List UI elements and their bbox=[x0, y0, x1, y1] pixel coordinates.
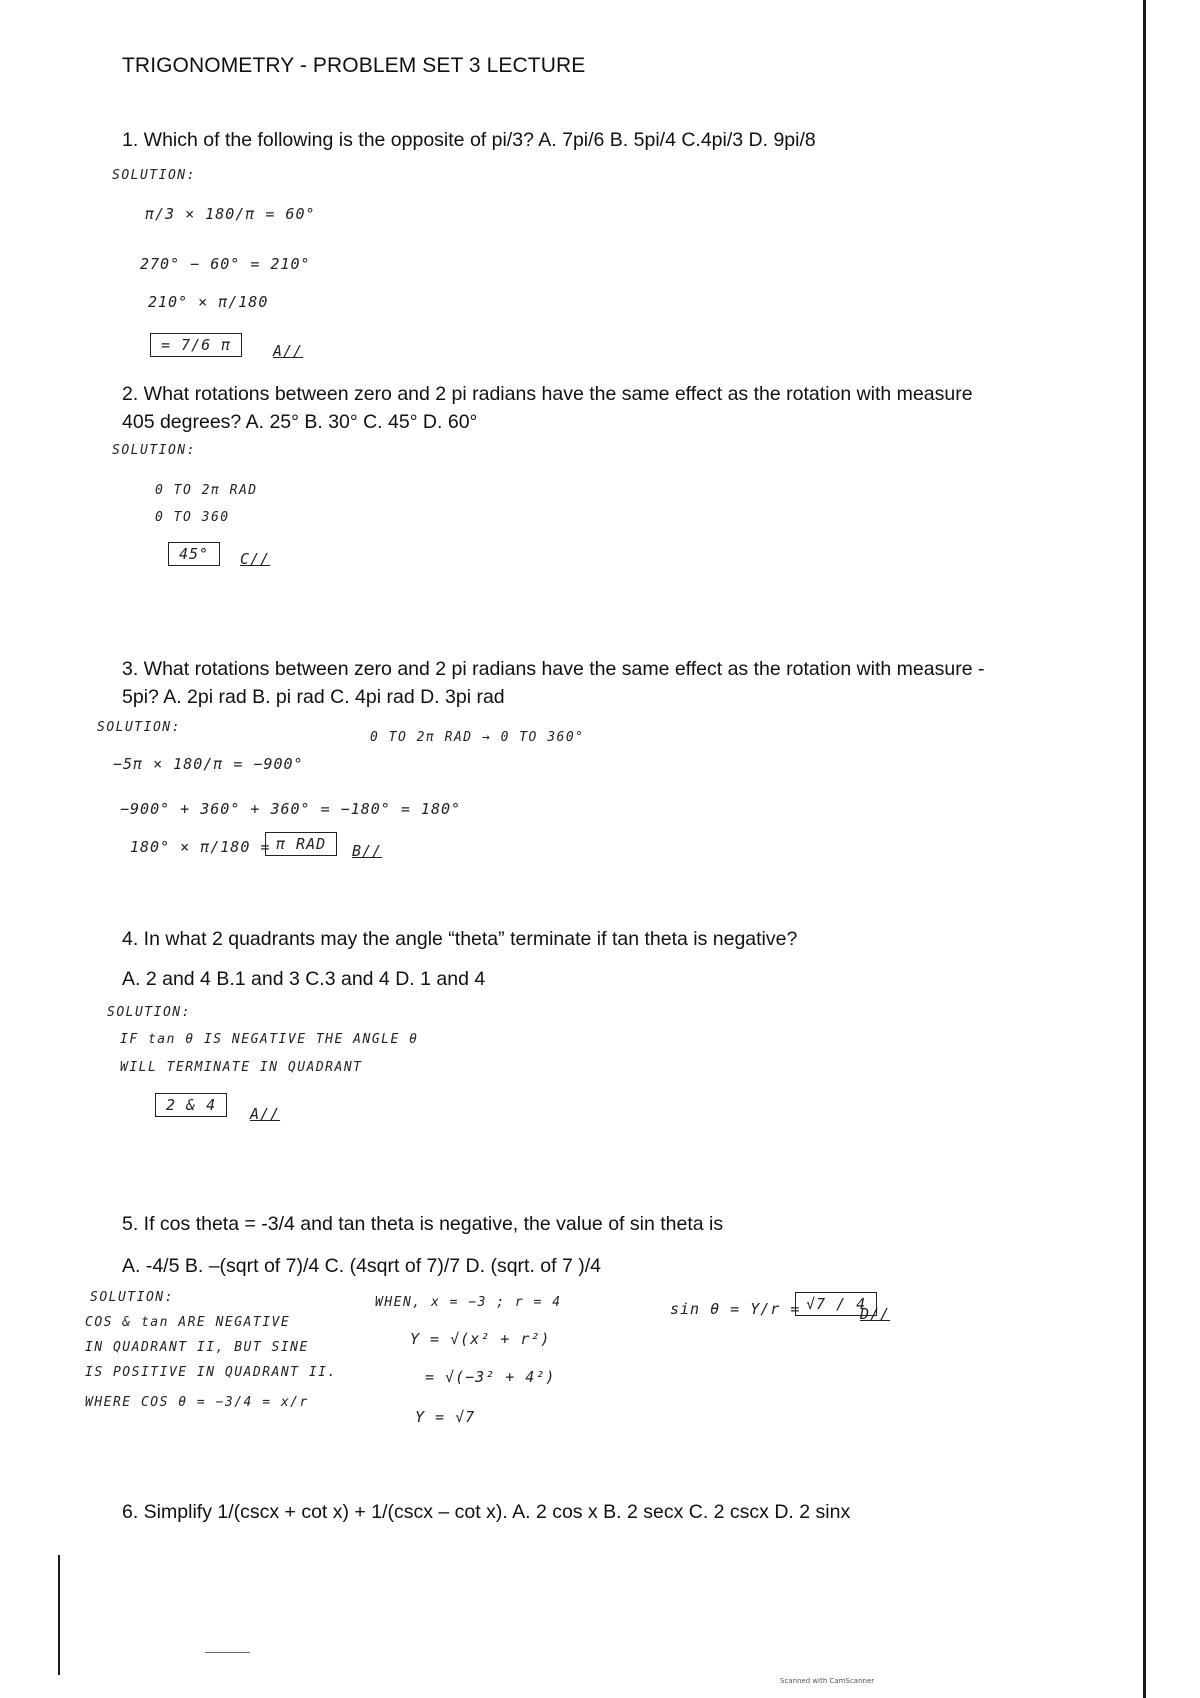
solution-2-result: 45° bbox=[168, 542, 220, 566]
solution-3-result: π RAD bbox=[265, 832, 337, 856]
solution-5-line-1: COS & tan ARE NEGATIVE bbox=[85, 1315, 291, 1330]
solution-5-middle-4: Y = √7 bbox=[415, 1408, 476, 1426]
scan-mark-bottom bbox=[205, 1652, 250, 1653]
solution-5-line-4: WHERE COS θ = −3/4 = x/r bbox=[85, 1395, 309, 1410]
solution-1-answer: A// bbox=[273, 342, 304, 360]
solution-5-result: √7 / 4 bbox=[795, 1292, 877, 1316]
solution-3-line-3: 180° × π/180 = bbox=[130, 838, 271, 856]
solution-4-answer: A// bbox=[250, 1105, 281, 1123]
solution-5-middle-1: WHEN, x = −3 ; r = 4 bbox=[375, 1295, 562, 1310]
question-5-line-1: 5. If cos theta = -3/4 and tan theta is negative, the value of sin theta is bbox=[122, 1213, 724, 1235]
solution-5-label: SOLUTION: bbox=[90, 1290, 174, 1305]
question-4-line-2: A. 2 and 4 B.1 and 3 C.3 and 4 D. 1 and 4 bbox=[122, 968, 486, 990]
solution-1-result: = 7/6 π bbox=[150, 333, 242, 357]
solution-3-label: SOLUTION: bbox=[97, 720, 181, 735]
page-title: TRIGONOMETRY - PROBLEM SET 3 LECTURE bbox=[122, 54, 586, 77]
solution-1-line-3: 210° × π/180 bbox=[148, 293, 269, 311]
question-2-line-1: 2. What rotations between zero and 2 pi radians have the same effect as the rotation with measure bbox=[122, 383, 973, 405]
solution-5-line-2: IN QUADRANT II, BUT SINE bbox=[85, 1340, 309, 1355]
solution-1-label: SOLUTION: bbox=[112, 168, 196, 183]
solution-4-line-1: IF tan θ IS NEGATIVE THE ANGLE θ bbox=[120, 1032, 419, 1047]
question-3-line-2: 5pi? A. 2pi rad B. pi rad C. 4pi rad D. 3pi rad bbox=[122, 686, 505, 708]
scanner-watermark: Scanned with CamScanner bbox=[780, 1677, 875, 1685]
solution-4-line-2: WILL TERMINATE IN QUADRANT bbox=[120, 1060, 363, 1075]
question-6: 6. Simplify 1/(cscx + cot x) + 1/(cscx – cot x). A. 2 cos x B. 2 secx C. 2 cscx D. 2 sinx bbox=[122, 1501, 851, 1523]
solution-3-line-1: −5π × 180/π = −900° bbox=[113, 755, 304, 773]
scan-edge-right bbox=[1143, 0, 1146, 1698]
solution-5-middle-2: Y = √(x² + r²) bbox=[410, 1330, 551, 1348]
solution-2-answer: C// bbox=[240, 550, 271, 568]
solution-1-line-2: 270° − 60° = 210° bbox=[140, 255, 311, 273]
solution-4-result: 2 & 4 bbox=[155, 1093, 227, 1117]
solution-3-line-2: −900° + 360° + 360° = −180° = 180° bbox=[120, 800, 462, 818]
solution-5-middle-3: = √(−3² + 4²) bbox=[425, 1368, 556, 1386]
question-2-line-2: 405 degrees? A. 25° B. 30° C. 45° D. 60° bbox=[122, 411, 478, 433]
question-3-line-1: 3. What rotations between zero and 2 pi radians have the same effect as the rotation with measure - bbox=[122, 658, 985, 680]
solution-4-label: SOLUTION: bbox=[107, 1005, 191, 1020]
solution-3-note: 0 TO 2π RAD → 0 TO 360° bbox=[370, 730, 585, 745]
question-1: 1. Which of the following is the opposite of pi/3? A. 7pi/6 B. 5pi/4 C.4pi/3 D. 9pi/8 bbox=[122, 129, 816, 151]
question-5-line-2: A. -4/5 B. –(sqrt of 7)/4 C. (4sqrt of 7)/7 D. (sqrt. of 7 )/4 bbox=[122, 1255, 601, 1277]
solution-2-line-2: 0 TO 360 bbox=[155, 510, 230, 525]
solution-5-right-1: sin θ = Y/r = bbox=[670, 1300, 801, 1318]
solution-5-line-3: IS POSITIVE IN QUADRANT II. bbox=[85, 1365, 337, 1380]
solution-3-answer: B// bbox=[352, 842, 383, 860]
solution-2-label: SOLUTION: bbox=[112, 443, 196, 458]
question-4-line-1: 4. In what 2 quadrants may the angle “theta” terminate if tan theta is negative? bbox=[122, 928, 798, 950]
scan-edge-left bbox=[58, 1555, 60, 1675]
solution-2-line-1: 0 TO 2π RAD bbox=[155, 483, 258, 498]
solution-5-answer: D// bbox=[860, 1305, 891, 1323]
solution-1-line-1: π/3 × 180/π = 60° bbox=[145, 205, 316, 223]
